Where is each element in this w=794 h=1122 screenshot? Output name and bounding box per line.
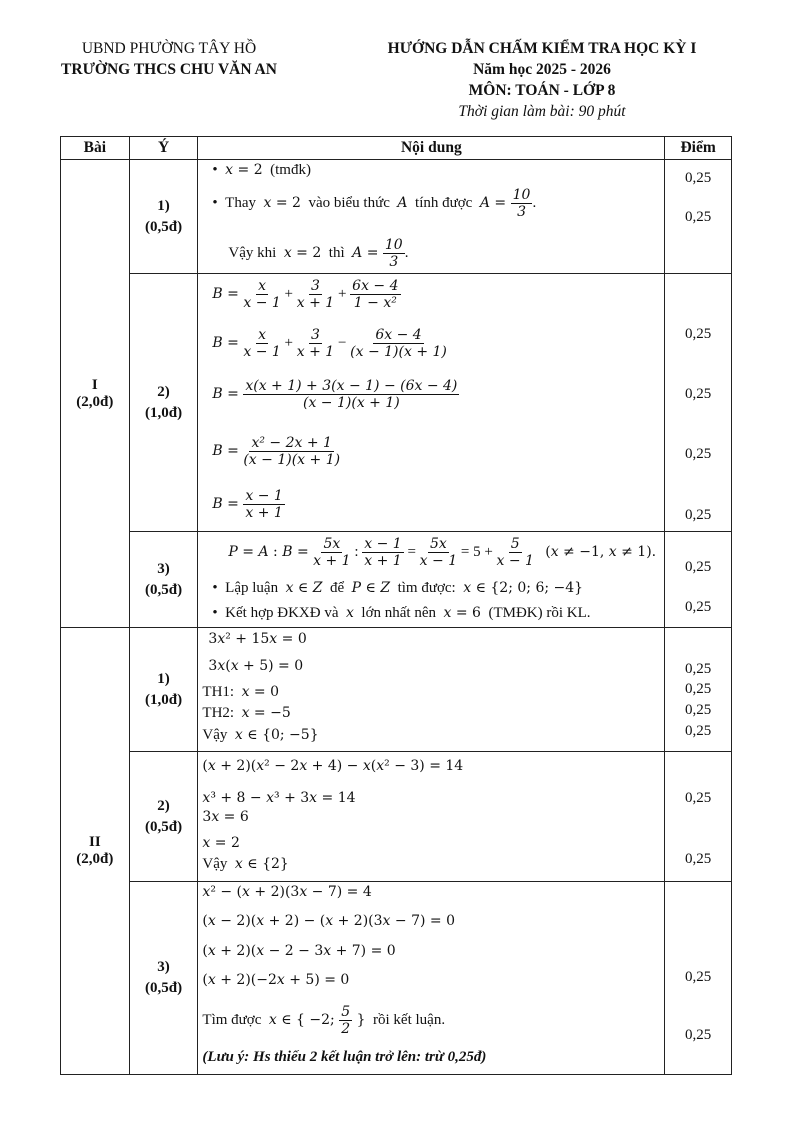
- score-cell: 0,25 0,25 0,25 0,25: [665, 628, 732, 752]
- math-line: B = $\frac{\text{x² − 2x + 1}}{(x - 1)(x + 1)}$: [212, 435, 341, 468]
- table-row: [61, 160, 732, 274]
- content-cell: [198, 160, 665, 274]
- math-line: (x + 2)(x − 2 − 3x + 7) = 0: [202, 943, 396, 959]
- score-cell: 0,25 0,25 0,25 0,25: [665, 274, 732, 532]
- doc-title: HƯỚNG DẪN CHẤM KIỂM TRA HỌC KỲ I: [387, 40, 697, 57]
- exam-header: [322, 38, 762, 122]
- school-header: [34, 38, 304, 80]
- y-cell: 2) (0,5đ): [129, 752, 198, 882]
- math-line: B = $\frac{x - 1}{x + 1}$: [212, 488, 283, 521]
- math-line: Vậy x ∈ {2}: [202, 856, 289, 872]
- content-cell: [198, 628, 665, 752]
- score-cell: 0,25 0,25: [665, 160, 732, 274]
- math-line: Tìm được x ∈ { −2; $\frac{5}{2}$ } rồi kết luận.: [202, 1004, 446, 1037]
- math-line: TH2: x = −5: [202, 705, 291, 721]
- col-y: Ý: [129, 137, 198, 160]
- table-row: [61, 752, 732, 882]
- district-name: UBND PHƯỜNG TÂY HỒ: [81, 40, 257, 57]
- math-line: TH1: x = 0: [202, 684, 280, 700]
- col-bai: Bài: [61, 137, 130, 160]
- list-item: • Thay x = 2 vào biểu thức A tính được A = $\frac{10}{3}$ .: [212, 187, 537, 220]
- table-header-row: [61, 137, 732, 160]
- content-cell: [198, 882, 665, 1075]
- math-line: x³ + 8 − x³ + 3x = 14: [202, 790, 356, 806]
- y-cell: 3) (0,5đ): [129, 882, 198, 1075]
- math-line: 3x = 6: [202, 809, 249, 825]
- school-year: Năm học 2025 - 2026: [473, 61, 611, 78]
- exam-time: Thời gian làm bài: 90 phút: [458, 103, 626, 120]
- math-line: (x + 2)(−2x + 5) = 0: [202, 972, 350, 988]
- score-cell: 0,25 0,25: [665, 882, 732, 1075]
- conclusion: Vậy khi x = 2 thì A = $\frac{10}{3}$ .: [228, 237, 409, 270]
- math-line: Vậy x ∈ {0; −5}: [202, 727, 319, 743]
- math-line: (x + 2)(x² − 2x + 4) − x(x² − 3) = 14: [202, 758, 464, 774]
- table-row: [61, 532, 732, 628]
- math-line: 3x(x + 5) = 0: [208, 658, 304, 674]
- list-item: • x = 2 (tmđk): [212, 162, 311, 178]
- content-cell: [198, 532, 665, 628]
- col-diem: Điểm: [665, 137, 732, 160]
- math-line: 3x² + 15x = 0: [208, 631, 307, 647]
- col-noi-dung: Nội dung: [198, 137, 665, 160]
- table-row: [61, 882, 732, 1075]
- math-line: (x − 2)(x + 2) − (x + 2)(3x − 7) = 0: [202, 913, 455, 929]
- content-cell: [198, 752, 665, 882]
- y-cell: 2) (1,0đ): [129, 274, 198, 532]
- school-name: TRƯỜNG THCS CHU VĂN AN: [61, 61, 277, 78]
- score-cell: 0,25 0,25: [665, 752, 732, 882]
- math-line: P = A : B = $\frac{5x}{x + 1}$ : $\frac{x - 1}{x + 1}$ = $\frac{5x}{x - 1}$ = 5 + $\frac{5}{x - 1}$ (x ≠ −1, x ≠ 1).: [228, 536, 657, 569]
- list-item: • Lập luận x ∈ Z để P ∈ Z tìm được: x ∈ {2; 0; 6; −4}: [212, 580, 584, 596]
- y-cell: 1) (1,0đ): [129, 628, 198, 752]
- math-line: x² − (x + 2)(3x − 7) = 4: [202, 884, 372, 900]
- math-line: x = 2: [202, 835, 240, 851]
- subject: MÔN: TOÁN - LỚP 8: [468, 82, 616, 99]
- grading-table: [60, 136, 732, 1075]
- content-cell: [198, 274, 665, 532]
- score-cell: 0,25 0,25: [665, 532, 732, 628]
- note: (Lưu ý: Hs thiếu 2 kết luận trở lên: trừ 0,25đ): [202, 1049, 487, 1065]
- math-line: B = $\frac{x}{x - 1}$ + $\frac{3}{x + 1}$ + $\frac{6x - 4}{\text{1 − x²}}$: [212, 278, 399, 311]
- y-cell: 3) (0,5đ): [129, 532, 198, 628]
- math-line: B = $\frac{x(x + 1) + 3(x - 1) - (6x - 4)}{(x - 1)(x + 1)}$: [212, 378, 458, 411]
- bai-cell: II (2,0đ): [61, 628, 130, 1075]
- table-row: [61, 274, 732, 532]
- y-cell: 1) (0,5đ): [129, 160, 198, 274]
- math-line: B = $\frac{x}{x - 1}$ + $\frac{3}{x + 1}$ − $\frac{6x - 4}{(x - 1)(x + 1)}$: [212, 327, 447, 360]
- bai-cell: I (2,0đ): [61, 160, 130, 628]
- list-item: • Kết hợp ĐKXĐ và x lớn nhất nên x = 6 (TMĐK) rồi KL.: [212, 605, 591, 621]
- table-row: [61, 628, 732, 752]
